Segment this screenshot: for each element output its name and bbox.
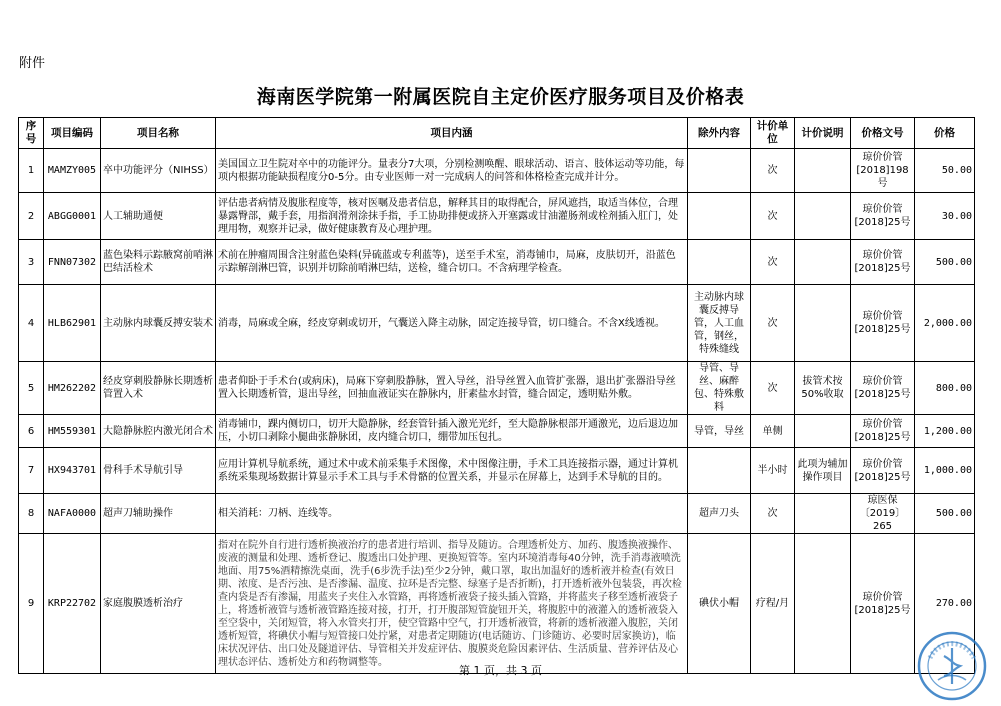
cell-price: 500.00 (915, 494, 975, 534)
cell-code: ABGG0001 (44, 193, 101, 240)
cell-content: 应用计算机导航系统，通过术中或术前采集手术图像，术中图像注册，手术工具连接指示器，通过计算机系统采集现场数据计算显示手术工具与手术骨骼的位置关系，并显示在屏幕上，达到手术导航的目的。 (216, 448, 688, 494)
table-row (19, 193, 975, 240)
cell-doc: 琼价价管[2018]25号 (851, 285, 915, 362)
cell-content: 患者仰卧于手术台(或病床)，局麻下穿刺股静脉，置入导丝，沿导丝置入血管扩张器，退出扩张器沿导丝置入长期透析管，退出导丝，回抽血液证实在静脉内，肝素盐水封管，缝合固定，透明贴外敷。 (216, 362, 688, 415)
cell-name: 蓝色染料示踪腋窝前哨淋巴结活检术 (101, 240, 216, 285)
cell-price: 1,200.00 (915, 415, 975, 448)
cell-code: HLB62901 (44, 285, 101, 362)
cell-content: 指对在院外自行进行透析换液治疗的患者进行培训、指导及随访。合理透析处方、加药、腹透换液操作、废液的测量和处理、透析登记、腹透出口处护理、更换短管等。室内环境消毒每40分钟，洗手消毒液喷洗地面、用75%酒精擦洗桌面，洗手(6步洗手法)至少2分钟，戴口罩，取出加温好的透析液并检查(有效日期、浓度、是否污浊、是否渗漏、温度、拉环是否完整、绿塞子是否折断)，打开透析液外包装袋，再次检查内袋是否有渗漏，用蓝夹子夹住入水管路，再将透析液袋子接头插入管路，并将蓝夹子移至透析液袋子上，将透析液管与透析液管路连接对接，打开，打开腹部短管旋钮开关，将腹腔中的液灌入的透析液袋入至空袋中，关闭短管，将入水管夹打开，使空管路中空气，打开透析液管，将新的透析液灌入腹腔，关闭透析短管，将碘伏小帽与短管接口处拧紧，对患者定期随访(电话随访、门诊随访、必要时居家换访)，临床状况评估、出口处及隧道评估、导管相关并发症评估、腹膜炎危险因素评估、生活质量、营养评估及心理状态评估、透析处方和药物调整等。 (216, 534, 688, 674)
cell-no: 3 (19, 240, 44, 285)
cell-note (795, 494, 851, 534)
cell-excluded (688, 193, 751, 240)
header-name: 项目名称 (101, 118, 216, 149)
cell-price: 500.00 (915, 240, 975, 285)
cell-excluded (688, 240, 751, 285)
cell-note (795, 240, 851, 285)
cell-no: 7 (19, 448, 44, 494)
cell-content: 消毒，局麻或全麻，经皮穿刺或切开，气囊送入降主动脉，固定连接导管，切口缝合。不含X线透视。 (216, 285, 688, 362)
cell-doc: 琼价价管[2018]25号 (851, 362, 915, 415)
table-row (19, 362, 975, 415)
cell-note (795, 193, 851, 240)
table-row (19, 149, 975, 193)
cell-doc: 琼价价管[2018]198号 (851, 149, 915, 193)
cell-note (795, 415, 851, 448)
table-row (19, 240, 975, 285)
price-table (18, 117, 975, 674)
header-excluded: 除外内容 (688, 118, 751, 149)
header-unit: 计价单位 (751, 118, 795, 149)
cell-unit: 次 (751, 240, 795, 285)
cell-name: 人工辅助通便 (101, 193, 216, 240)
cell-content: 消毒铺巾，踝内侧切口，切开大隐静脉，经套管针插入激光光纤，至大隐静脉根部开通激光，边后退边加压，小切口剥除小腿曲张静脉团，皮内缝合切口，绷带加压包扎。 (216, 415, 688, 448)
document-title: 海南医学院第一附属医院自主定价医疗服务项目及价格表 (256, 86, 745, 108)
cell-price: 270.00 (915, 534, 975, 674)
cell-name: 大隐静脉腔内激光闭合术 (101, 415, 216, 448)
cell-name: 家庭腹膜透析治疗 (101, 534, 216, 674)
cell-price: 800.00 (915, 362, 975, 415)
cell-excluded: 超声刀头 (688, 494, 751, 534)
hospital-seal-icon (916, 630, 988, 702)
cell-code: HM262202 (44, 362, 101, 415)
cell-note (795, 534, 851, 674)
cell-excluded: 导管、导丝、麻醉包、特殊敷料 (688, 362, 751, 415)
header-doc: 价格文号 (851, 118, 915, 149)
cell-unit: 次 (751, 494, 795, 534)
cell-code: MAMZY005 (44, 149, 101, 193)
cell-content: 美国国立卫生院对卒中的功能评分。量表分7大项，分别检测唤醒、眼球活动、语言、肢体运动等功能，每项内根据功能缺损程度分0-5分。由专业医师一对一完成病人的问答和体格检查完成并计分。 (216, 149, 688, 193)
cell-content: 评估患者病情及腹胀程度等，核对医嘱及患者信息，解释其目的取得配合，屏风遮挡，取适当体位，合理暴露臀部，戴手套，用指润滑剂涂抹手指，手工协助排便或挤入开塞露或甘油灌肠剂或栓剂插入肛门，处理用物，观察并记录，做好健康教育及心理护理。 (216, 193, 688, 240)
cell-price: 2,000.00 (915, 285, 975, 362)
cell-no: 9 (19, 534, 44, 674)
cell-code: KRP22702 (44, 534, 101, 674)
cell-unit: 次 (751, 362, 795, 415)
cell-no: 5 (19, 362, 44, 415)
cell-note (795, 149, 851, 193)
cell-no: 2 (19, 193, 44, 240)
cell-code: FNN07302 (44, 240, 101, 285)
cell-excluded: 主动脉内球囊反搏导管，人工血管，钢丝，特殊缝线 (688, 285, 751, 362)
header-content: 项目内涵 (216, 118, 688, 149)
cell-name: 超声刀辅助操作 (101, 494, 216, 534)
cell-unit: 次 (751, 149, 795, 193)
cell-code: HM559301 (44, 415, 101, 448)
header-code: 项目编码 (44, 118, 101, 149)
cell-unit: 次 (751, 285, 795, 362)
cell-unit: 单侧 (751, 415, 795, 448)
cell-no: 6 (19, 415, 44, 448)
cell-name: 骨科手术导航引导 (101, 448, 216, 494)
header-price: 价格 (915, 118, 975, 149)
cell-no: 8 (19, 494, 44, 534)
header-no: 序号 (19, 118, 44, 149)
cell-price: 30.00 (915, 193, 975, 240)
cell-price: 1,000.00 (915, 448, 975, 494)
cell-doc: 琼医保〔2019〕265 (851, 494, 915, 534)
cell-doc: 琼价价管[2018]25号 (851, 240, 915, 285)
cell-excluded: 碘伏小帽 (688, 534, 751, 674)
table-row (19, 285, 975, 362)
cell-name: 卒中功能评分（NIHSS） (101, 149, 216, 193)
cell-unit: 疗程/月 (751, 534, 795, 674)
cell-unit: 次 (751, 193, 795, 240)
header-note: 计价说明 (795, 118, 851, 149)
cell-excluded (688, 448, 751, 494)
cell-doc: 琼价价管[2018]25号 (851, 193, 915, 240)
cell-doc: 琼价价管[2018]25号 (851, 448, 915, 494)
cell-note: 拔管术按50%收取 (795, 362, 851, 415)
table-row (19, 415, 975, 448)
cell-unit: 半小时 (751, 448, 795, 494)
cell-code: HX943701 (44, 448, 101, 494)
cell-note: 此项为辅加操作项目 (795, 448, 851, 494)
cell-price: 50.00 (915, 149, 975, 193)
cell-no: 4 (19, 285, 44, 362)
cell-name: 主动脉内球囊反搏安装术 (101, 285, 216, 362)
table-row (19, 448, 975, 494)
table-row (19, 534, 975, 674)
cell-content: 相关消耗：刀柄、连线等。 (216, 494, 688, 534)
cell-no: 1 (19, 149, 44, 193)
cell-name: 经皮穿刺股静脉长期透析管置入术 (101, 362, 216, 415)
cell-code: NAFA0000 (44, 494, 101, 534)
header-row (19, 118, 975, 149)
cell-content: 术前在肿瘤周围含注射蓝色染料(异硫蓝或专利蓝等)，送至手术室，消毒铺巾，局麻，皮肤切开，沿蓝色示踪解剖淋巴管，识别并切除前哨淋巴结，送检，缝合切口。不含病理学检查。 (216, 240, 688, 285)
cell-excluded: 导管，导丝 (688, 415, 751, 448)
cell-doc: 琼价价管[2018]25号 (851, 415, 915, 448)
table-row (19, 494, 975, 534)
cell-note (795, 285, 851, 362)
attachment-label: 附件 (19, 56, 46, 71)
cell-doc: 琼价价管[2018]25号 (851, 534, 915, 674)
page-footer: 第 1 页，共 3 页 (459, 664, 542, 677)
cell-excluded (688, 149, 751, 193)
